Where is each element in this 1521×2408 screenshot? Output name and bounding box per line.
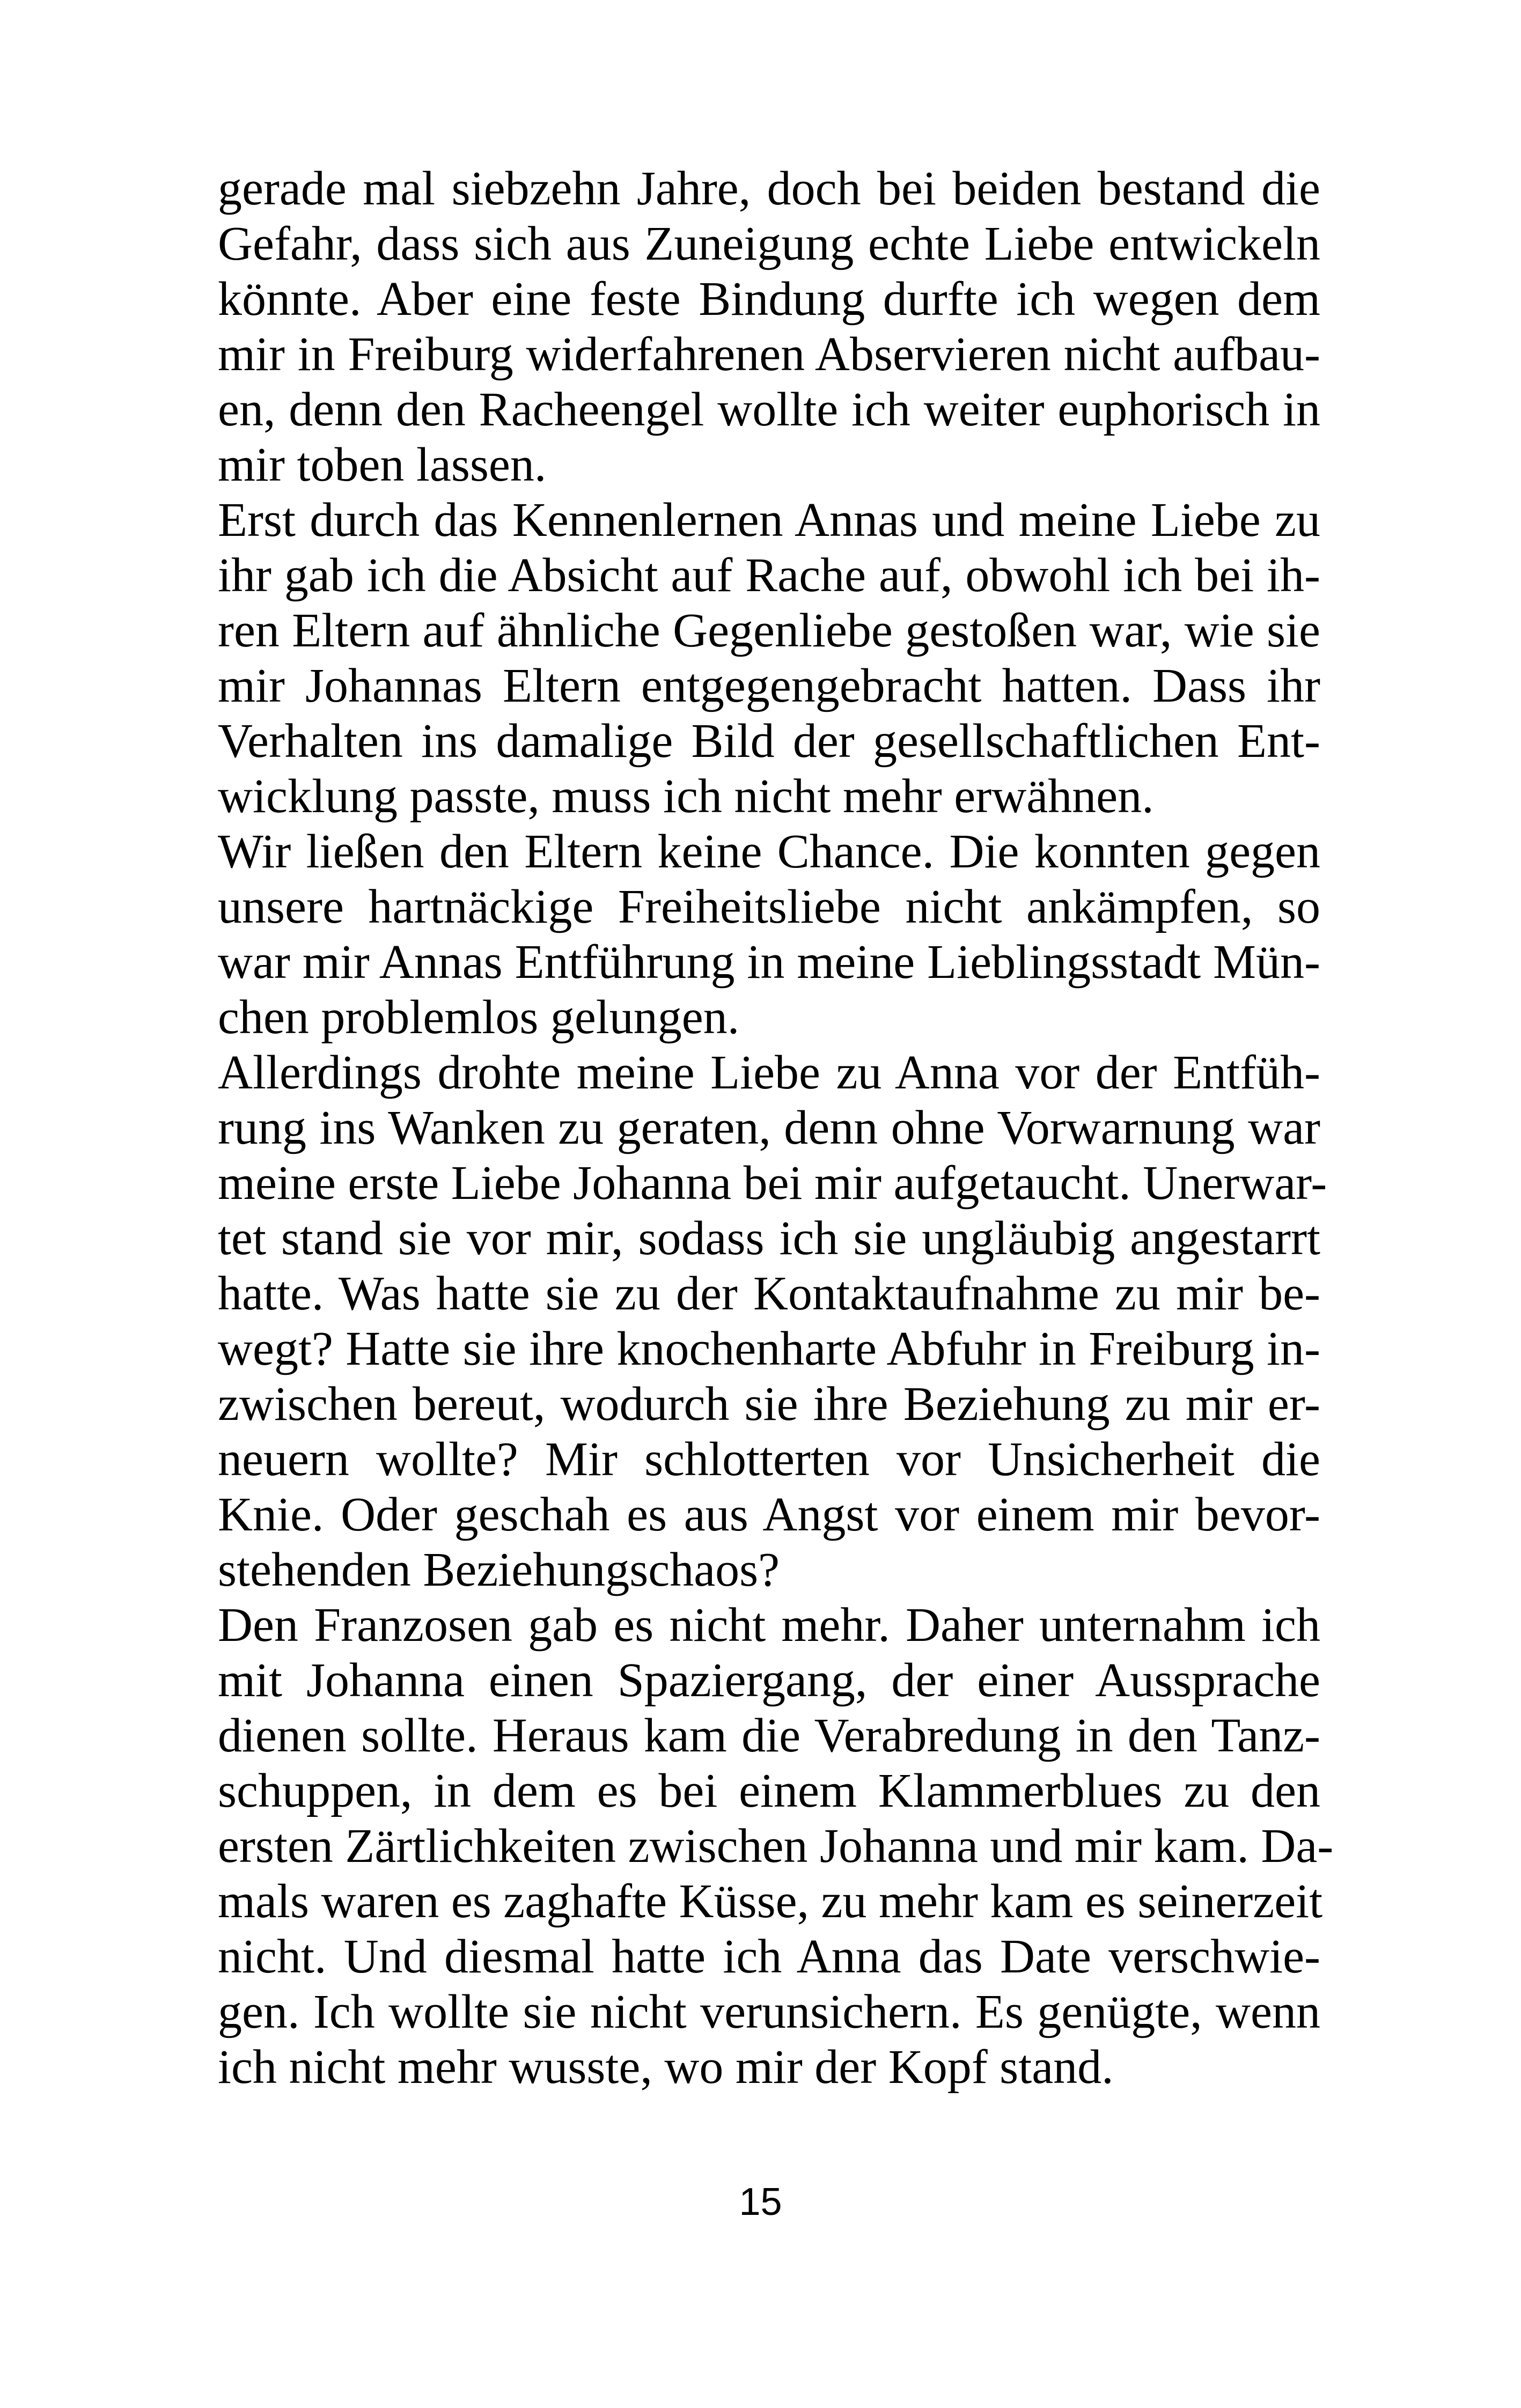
text-line: könnte. Aber eine feste Bindung durfte ich wegen dem bbox=[218, 273, 1320, 326]
text-line: meine erste Liebe Johanna bei mir aufgetaucht. Unerwar- bbox=[218, 1157, 1327, 1210]
text-line: Verhalten ins damalige Bild der gesellschaftlichen Ent- bbox=[218, 715, 1320, 768]
text-line: ersten Zärtlichkeiten zwischen Johanna und mir kam. Da- bbox=[218, 1820, 1334, 1873]
text-line: mir Johannas Eltern entgegengebracht hatten. Dass ihr bbox=[218, 659, 1320, 712]
text-line: Gefahr, dass sich aus Zuneigung echte Liebe entwickeln bbox=[218, 217, 1320, 270]
text-line: rung ins Wanken zu geraten, denn ohne Vorwarnung war bbox=[218, 1101, 1320, 1154]
text-line: schuppen, in dem es bei einem Klammerblues zu den bbox=[218, 1764, 1320, 1817]
text-line: chen problemlos gelungen. bbox=[218, 991, 740, 1044]
text-line: mit Johanna einen Spaziergang, der einer Aussprache bbox=[218, 1654, 1320, 1707]
body-text bbox=[218, 161, 1334, 2095]
page-number: 15 bbox=[739, 2181, 782, 2223]
text-line: tet stand sie vor mir, sodass ich sie ungläubig angestarrt bbox=[218, 1212, 1320, 1265]
text-line: gerade mal siebzehn Jahre, doch bei beiden bestand die bbox=[218, 162, 1320, 215]
text-line: unsere hartnäckige Freiheitsliebe nicht ankämpfen, so bbox=[218, 880, 1320, 933]
paragraph bbox=[218, 1045, 1327, 1597]
paragraph bbox=[218, 492, 1320, 824]
text-line: ren Eltern auf ähnliche Gegenliebe gestoßen war, wie sie bbox=[218, 604, 1320, 657]
text-line: Erst durch das Kennenlernen Annas und meine Liebe zu bbox=[218, 494, 1320, 547]
text-line: dienen sollte. Heraus kam die Verabredung in den Tanz- bbox=[218, 1709, 1320, 1762]
text-line: nicht. Und diesmal hatte ich Anna das Date verschwie- bbox=[218, 1930, 1320, 1983]
paragraph bbox=[218, 161, 1320, 492]
text-line: wicklung passte, muss ich nicht mehr erwähnen. bbox=[218, 770, 1154, 823]
text-line: mir toben lassen. bbox=[218, 438, 547, 491]
text-line: ich nicht mehr wusste, wo mir der Kopf stand. bbox=[218, 2041, 1114, 2094]
text-line: wegt? Hatte sie ihre knochenharte Abfuhr in Freiburg in- bbox=[218, 1322, 1320, 1375]
text-line: Allerdings drohte meine Liebe zu Anna vor der Entfüh- bbox=[218, 1046, 1320, 1099]
text-line: gen. Ich wollte sie nicht verunsichern. Es genügte, wenn bbox=[218, 1985, 1320, 2038]
text-line: war mir Annas Entführung in meine Lieblingsstadt Mün- bbox=[218, 936, 1320, 989]
text-line: Wir ließen den Eltern keine Chance. Die konnten gegen bbox=[218, 825, 1320, 878]
text-line: hatte. Was hatte sie zu der Kontaktaufnahme zu mir be- bbox=[218, 1267, 1320, 1320]
paragraph bbox=[218, 824, 1320, 1045]
paragraph bbox=[218, 1597, 1334, 2095]
text-line: stehenden Beziehungschaos? bbox=[218, 1543, 780, 1596]
text-line: ihr gab ich die Absicht auf Rache auf, obwohl ich bei ih- bbox=[218, 549, 1320, 602]
text-line: en, denn den Racheengel wollte ich weiter euphorisch in bbox=[218, 383, 1320, 436]
text-line: Den Franzosen gab es nicht mehr. Daher unternahm ich bbox=[218, 1599, 1320, 1652]
text-line: Knie. Oder geschah es aus Angst vor einem mir bevor- bbox=[218, 1488, 1320, 1541]
text-line: mir in Freiburg widerfahrenen Abservieren nicht aufbau- bbox=[218, 328, 1320, 381]
text-line: zwischen bereut, wodurch sie ihre Beziehung zu mir er- bbox=[218, 1378, 1320, 1431]
text-line: mals waren es zaghafte Küsse, zu mehr kam es seinerzeit bbox=[218, 1875, 1323, 1928]
text-line: neuern wollte? Mir schlotterten vor Unsicherheit die bbox=[218, 1433, 1320, 1486]
